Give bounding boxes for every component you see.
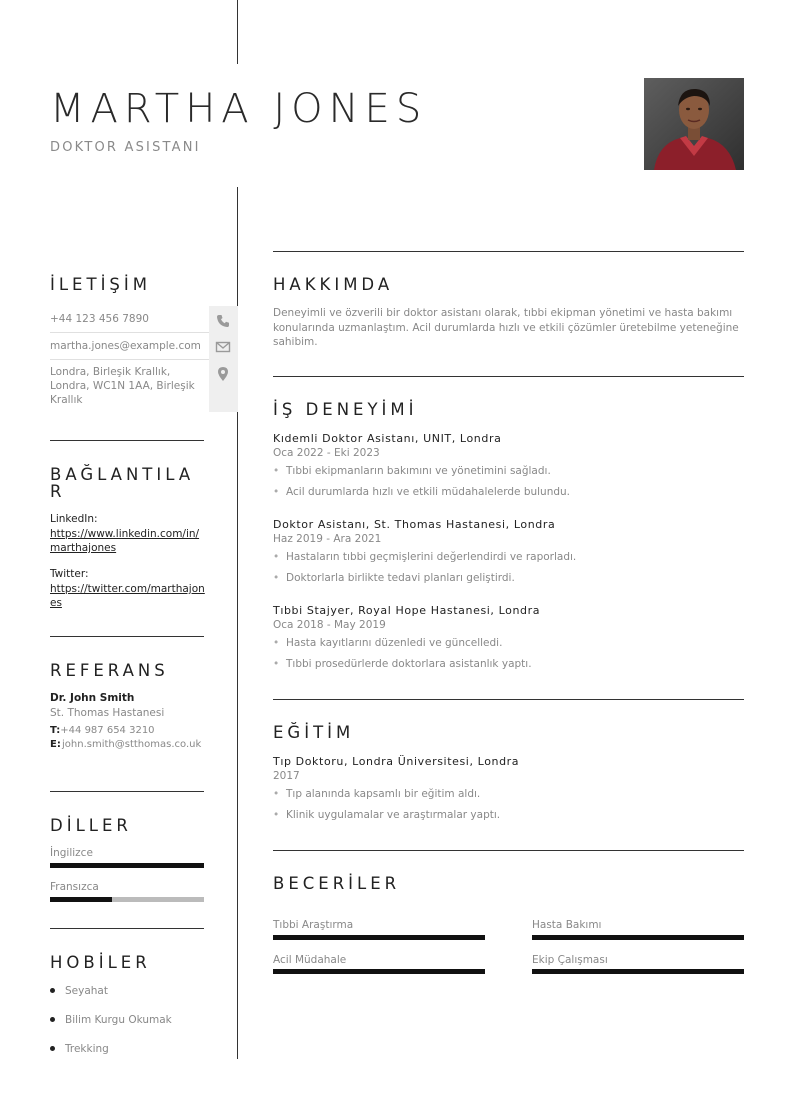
hobby-item [50,985,108,997]
skill-name: Ekip Çalışması [532,954,608,966]
links-heading-line2: R [50,482,66,501]
section-divider [50,440,204,441]
top-divider-line [237,0,238,64]
twitter-link[interactable]: https://twitter.com/marthajones [50,583,205,609]
skill-name: Acil Müdahale [273,954,347,966]
skill-level-bar [532,935,744,940]
education-title: Tıp Doktoru, Londra Üniversitesi, Londra [273,755,520,768]
section-divider [273,376,744,377]
candidate-name: MARTHA JONES [50,86,428,132]
language-name: Fransızca [50,881,99,893]
job-title: DOKTOR ASISTANI [50,140,201,155]
job-bullet [273,637,502,649]
section-divider [273,850,744,851]
bullet-mark: • [273,809,280,821]
education-bullet [273,788,480,800]
education-date: 2017 [273,770,300,782]
reference-name: Dr. John Smith [50,692,135,704]
bullet-mark: • [273,465,280,477]
bullet-mark: • [273,486,280,498]
profile-photo [644,78,744,170]
bullet-mark: • [273,658,280,670]
bullet-dot [50,1046,55,1051]
job-bullet-text: Tıbbi prosedürlerde doktorlara asistanlık yaptı. [286,658,532,670]
hobby-label: Trekking [65,1043,109,1055]
language-level-bar [50,863,204,868]
job-bullet-text: Acil durumlarda hızlı ve etkili müdahalelerde bulundu. [286,486,571,498]
contact-email: martha.jones@example.com [50,340,201,352]
languages-heading: DİLLER [50,816,132,835]
job-entry-date: Haz 2019 - Ara 2021 [273,533,382,545]
job-bullet-text: Hastaların tıbbi geçmişlerini değerlendirdi ve raporladı. [286,551,577,563]
job-entry-title: Kıdemli Doktor Asistanı, UNIT, Londra [273,432,502,445]
section-divider [273,699,744,700]
experience-heading: İŞ DENEYİMİ [273,400,418,419]
contact-divider [50,332,209,333]
linkedin-link[interactable]: https://www.linkedin.com/in/marthajones [50,528,200,554]
hobby-label: Bilim Kurgu Okumak [65,1014,172,1026]
skill-level-bar [273,969,485,974]
bullet-dot [50,1017,55,1022]
references-heading: REFERANS [50,661,169,680]
job-entry-date: Oca 2018 - May 2019 [273,619,386,631]
education-bullet-text: Tıp alanında kapsamlı bir eğitim aldı. [286,788,481,800]
about-heading: HAKKIMDA [273,275,394,294]
job-bullet [273,486,570,498]
reference-phone-row [50,724,206,737]
job-bullet-text: Tıbbi ekipmanların bakımını ve yönetimini sağladı. [286,465,551,477]
section-divider [273,251,744,252]
job-bullet-text: Hasta kayıtlarını düzenledi ve güncelledi. [286,637,503,649]
reference-email[interactable]: john.smith@stthomas.co.uk [62,739,202,750]
job-bullet-text: Doktorlarla birlikte tedavi planları geliştirdi. [286,572,515,584]
education-bullet [273,809,500,821]
job-bullet [273,551,576,563]
section-divider [50,928,204,929]
bullet-mark: • [273,572,280,584]
bullet-mark: • [273,788,280,800]
links-heading-line1: BAĞLANTILA [50,465,195,484]
reference-organization: St. Thomas Hastanesi [50,707,165,719]
language-level-bar [50,897,204,902]
linkedin-label: LinkedIn: [50,513,98,525]
bullet-mark: • [273,637,280,649]
hobby-item [50,1014,172,1026]
bullet-mark: • [273,551,280,563]
skill-level-bar [273,935,485,940]
reference-email-label: E: [50,739,61,750]
phone-icon [215,313,231,329]
contact-address: Londra, Birleşik Krallık, Londra, WC1N 1AA, Birleşik Krallık [50,366,195,406]
section-divider [50,791,204,792]
skill-level-bar [532,969,744,974]
language-level-fill [50,897,112,902]
education-bullet-text: Klinik uygulamalar ve araştırmalar yaptı. [286,809,501,821]
reference-phone-label: T: [50,725,61,736]
language-name: İngilizce [50,847,93,859]
reference-phone: +44 987 654 3210 [60,725,155,736]
hobbies-heading: HOBİLER [50,953,151,972]
twitter-label: Twitter: [50,568,89,580]
location-pin-icon [215,366,231,382]
contact-divider [50,359,209,360]
about-text: Deneyimli ve özverili bir doktor asistanı olarak, tıbbi ekipman yönetimi ve hasta bakımı konularında uzmanlaştım. Acil durumlarda hızlı ve etkili çözümler üretebilme yeteneğine sahibim. [273,307,739,348]
job-entry-title: Tıbbi Stajyer, Royal Hope Hastanesi, Londra [273,604,541,617]
education-heading: EĞİTİM [273,723,355,742]
job-bullet [273,572,515,584]
hobby-item [50,1043,109,1055]
contact-heading: İLETİŞİM [50,275,152,294]
skill-name: Tıbbi Araştırma [273,919,354,931]
contact-phone: +44 123 456 7890 [50,313,149,325]
job-bullet [273,465,551,477]
job-entry-title: Doktor Asistanı, St. Thomas Hastanesi, Londra [273,518,556,531]
hobby-label: Seyahat [65,985,108,997]
bullet-dot [50,988,55,993]
section-divider [50,636,204,637]
job-entry-date: Oca 2022 - Eki 2023 [273,447,380,459]
job-bullet [273,658,532,670]
skills-heading: BECERİLER [273,874,401,893]
mail-icon [215,339,231,355]
skill-name: Hasta Bakımı [532,919,602,931]
language-level-fill [50,863,204,868]
